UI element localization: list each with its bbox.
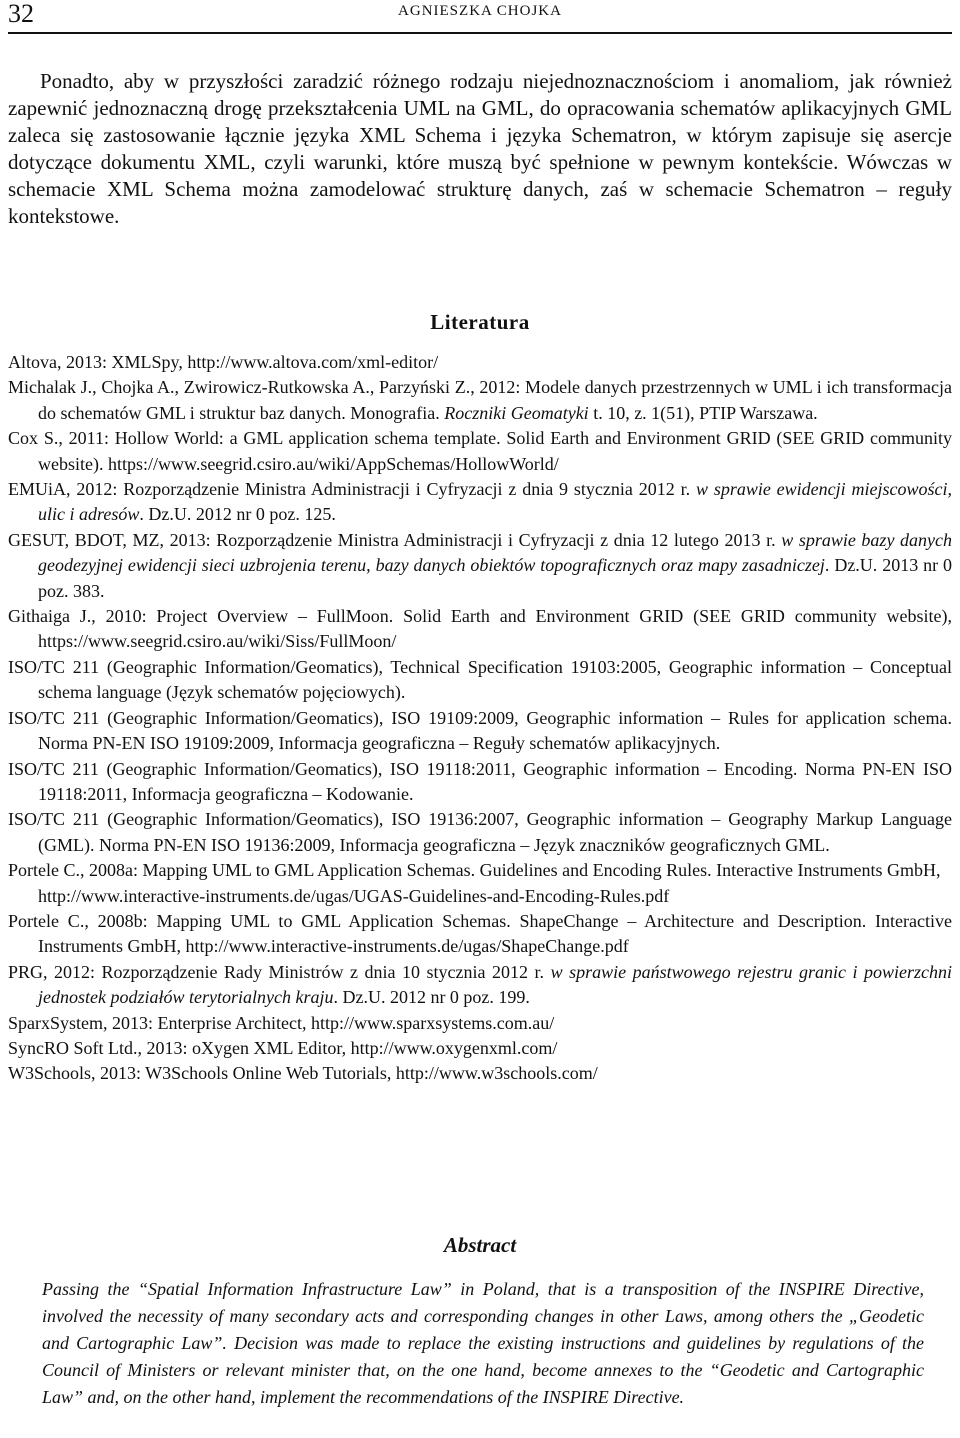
reference-item: Altova, 2013: XMLSpy, http://www.altova.com/xml-editor/ xyxy=(8,352,439,372)
running-head-author: AGNIESZKA CHOJKA xyxy=(398,3,562,19)
reference-item: PRG, 2012: Rozporządzenie Rady Ministrów z dnia 10 stycznia 2012 r. w sprawie państwowego rejestru granic i powierzchni jednostek podziałów terytorialnych kraju. Dz.U. 2012 nr 0 poz. 199. xyxy=(8,961,952,1008)
reference-item: Cox S., 2011: Hollow World: a GML application schema template. Solid Earth and Environment GRID (SEE GRID community website). https://www.seegrid.csiro.au/wiki/AppSchemas/HollowWorld/ xyxy=(8,428,952,474)
abstract-heading: Abstract xyxy=(443,1233,517,1257)
page-number: 32 xyxy=(8,0,34,28)
abstract-paragraph: Passing the “Spatial Information Infrastructure Law” in Poland, that is a transposition of the INSPIRE Directive, involved the necessity of many secondary acts and corresponding changes in other Laws, among others the „Geodetic and Cartographic Law”. Decision was made to replace the existing instructions and guidelines by regulations of the Council of Ministers or relevant minister that, on the one hand, become annexes to the “Geodetic and Cartographic Law” and, on the other hand, implement the recommendations of the INSPIRE Directive. xyxy=(42,1279,924,1407)
literature-heading: Literatura xyxy=(430,310,530,334)
reference-item: SparxSystem, 2013: Enterprise Architect, http://www.sparxsystems.com.au/ xyxy=(8,1012,555,1033)
reference-item: Portele C., 2008b: Mapping UML to GML Application Schemas. ShapeChange – Architecture and Description. Interactive Instruments GmbH, http://www.interactive-instruments.de/ugas/ShapeChange.pdf xyxy=(8,910,952,957)
reference-item: W3Schools, 2013: W3Schools Online Web Tutorials, http://www.w3schools.com/ xyxy=(8,1063,598,1084)
page-header xyxy=(8,0,952,34)
reference-item: ISO/TC 211 (Geographic Information/Geomatics), ISO 19118:2011, Geographic information – Encoding. Norma PN-EN ISO 19118:2011, Informacja geograficzna – Kodowanie. xyxy=(8,758,952,804)
reference-item: Githaiga J., 2010: Project Overview – FullMoon. Solid Earth and Environment GRID (SEE GRID community website), https://www.seegrid.csiro.au/wiki/Siss/FullMoon/ xyxy=(8,606,952,652)
reference-item: GESUT, BDOT, MZ, 2013: Rozporządzenie Ministra Administracji i Cyfryzacji z dnia 12 lutego 2013 r. w sprawie bazy danych geodezyjnej ewidencji sieci uzbrojenia terenu, bazy danych obiektów topograficznych oraz mapy zasadniczej. Dz.U. 2013 nr 0 poz. 383. xyxy=(8,529,953,601)
intro-paragraph: Ponadto, aby w przyszłości zaradzić różnego rodzaju niejednoznacznościom i anomaliom, jak również zapewnić jednoznaczną drogę przekształcenia UML na GML, do opracowania schematów aplikacyjnych GML zaleca się zastosowanie łącznie języka XML Schema i języka Schematron, w którym zapisuje się asercje dotyczące dokumentu XML, czyli warunki, które muszą być spełnione w pewnym kontekście. Wówczas w schemacie XML Schema można zamodelować strukturę danych, zaś w schemacie Schematron – reguły kontekstowe. xyxy=(8,69,952,228)
reference-item: SyncRO Soft Ltd., 2013: oXygen XML Editor, http://www.oxygenxml.com/ xyxy=(8,1037,558,1058)
reference-item: Michalak J., Chojka A., Zwirowicz-Rutkowska A., Parzyński Z., 2012: Modele danych przestrzennych w UML i ich transformacja do schematów GML i struktur baz danych. Monografia. Roczniki Geomatyki t. 10, z. 1(51), PTIP Warszawa. xyxy=(8,377,952,423)
reference-list xyxy=(8,350,952,1087)
reference-item: ISO/TC 211 (Geographic Information/Geomatics), ISO 19136:2007, Geographic information – Geography Markup Language (GML). Norma PN-EN ISO 19136:2009, Informacja geograficzna – Język znaczników geograficznych GML. xyxy=(8,809,952,855)
reference-item: ISO/TC 211 (Geographic Information/Geomatics), ISO 19109:2009, Geographic information – Rules for application schema. Norma PN-EN ISO 19109:2009, Informacja geograficzna – Reguły schematów aplikacyjnych. xyxy=(8,707,952,754)
reference-item: ISO/TC 211 (Geographic Information/Geomatics), Technical Specification 19103:2005, Geographic information – Conceptual schema language (Język schematów pojęciowych). xyxy=(8,656,952,703)
reference-item: Portele C., 2008a: Mapping UML to GML Application Schemas. Guidelines and Encoding Rules. Interactive Instruments GmbH, http://www.interactive-instruments.de/ugas/UGAS-Guidelines-and-Encoding-Rules.pdf xyxy=(8,860,941,906)
reference-item: EMUiA, 2012: Rozporządzenie Ministra Administracji i Cyfryzacji z dnia 9 stycznia 2012 r. w sprawie ewidencji miejscowości, ulic i adresów. Dz.U. 2012 nr 0 poz. 125. xyxy=(8,479,952,525)
